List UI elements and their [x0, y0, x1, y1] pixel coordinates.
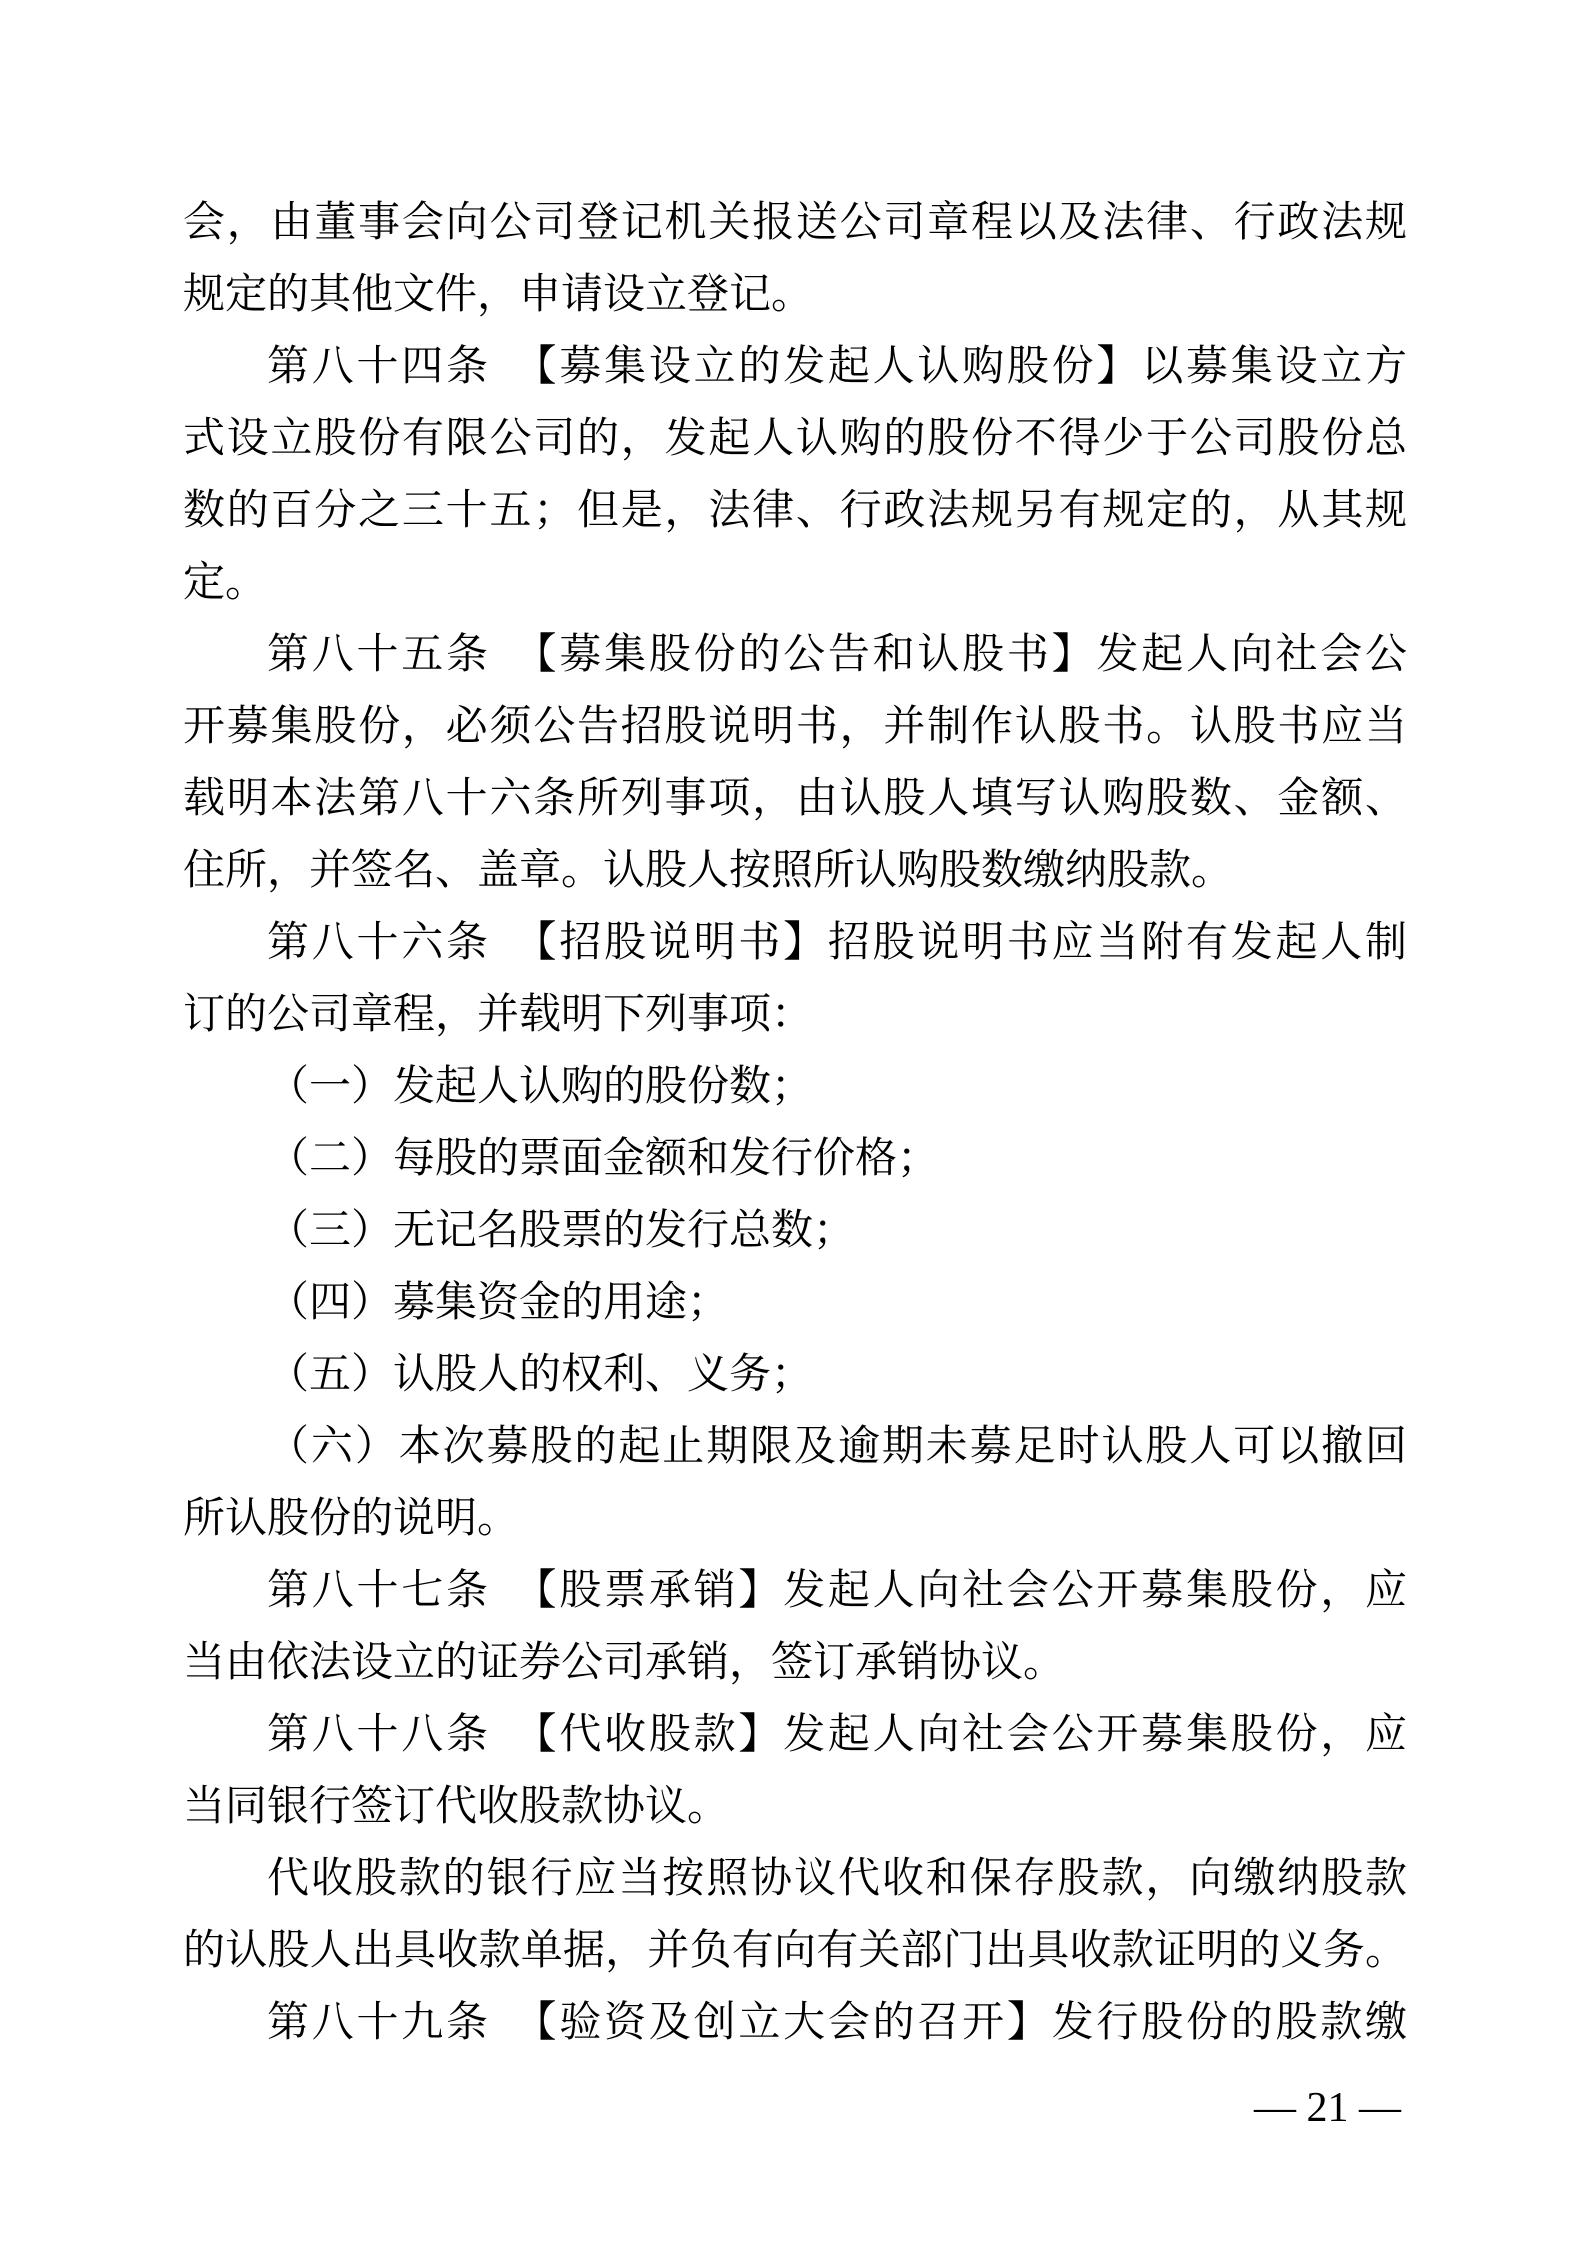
text-line: 第八十六条 【招股说明书】招股说明书应当附有发起人制	[267, 920, 1407, 966]
text-line: 开募集股份，必须公告招股说明书，并制作认股书。认股书应当	[183, 704, 1407, 750]
text-line: 载明本法第八十六条所列事项，由认股人填写认购股数、金额、	[183, 776, 1407, 822]
text-line: 第八十五条 【募集股份的公告和认股书】发起人向社会公	[267, 632, 1407, 678]
text-line: 规定的其他文件，申请设立登记。	[183, 272, 814, 318]
text-line: 第八十八条 【代收股款】发起人向社会公开募集股份，应	[267, 1712, 1407, 1758]
text-line: 代收股款的银行应当按照协议代收和保存股款，向缴纳股款	[267, 1856, 1407, 1902]
text-line: 会，由董事会向公司登记机关报送公司章程以及法律、行政法规	[183, 200, 1407, 246]
text-line: （六）本次募股的起止期限及逾期未募足时认股人可以撤回	[267, 1424, 1407, 1470]
text-line: 定。	[183, 560, 268, 606]
text-line: 第八十四条 【募集设立的发起人认购股份】以募集设立方	[267, 344, 1407, 390]
text-line: 订的公司章程，并载明下列事项：	[183, 992, 814, 1038]
text-line: （五）认股人的权利、义务；	[267, 1352, 814, 1398]
law-body-text	[183, 187, 1407, 2059]
text-line: 住所，并签名、盖章。认股人按照所认购股数缴纳股款。	[183, 848, 1234, 894]
text-line: 当由依法设立的证券公司承销，签订承销协议。	[183, 1640, 1066, 1686]
page-number: — 21 —	[1254, 2085, 1401, 2131]
text-line: 第八十七条 【股票承销】发起人向社会公开募集股份，应	[267, 1568, 1407, 1614]
text-line: 式设立股份有限公司的，发起人认购的股份不得少于公司股份总	[183, 416, 1407, 462]
text-line: （四）募集资金的用途；	[267, 1280, 730, 1326]
text-line: （一）发起人认购的股份数；	[267, 1064, 814, 1110]
text-line: 当同银行签订代收股款协议。	[183, 1784, 730, 1830]
text-line: 的认股人出具收款单据，并负有向有关部门出具收款证明的义务。	[183, 1928, 1407, 1974]
text-line: （三）无记名股票的发行总数；	[267, 1208, 856, 1254]
text-line: 第八十九条 【验资及创立大会的召开】发行股份的股款缴	[267, 2000, 1407, 2046]
text-line: （二）每股的票面金额和发行价格；	[267, 1136, 940, 1182]
text-line: 所认股份的说明。	[183, 1496, 520, 1542]
text-line: 数的百分之三十五；但是，法律、行政法规另有规定的，从其规	[183, 488, 1407, 534]
